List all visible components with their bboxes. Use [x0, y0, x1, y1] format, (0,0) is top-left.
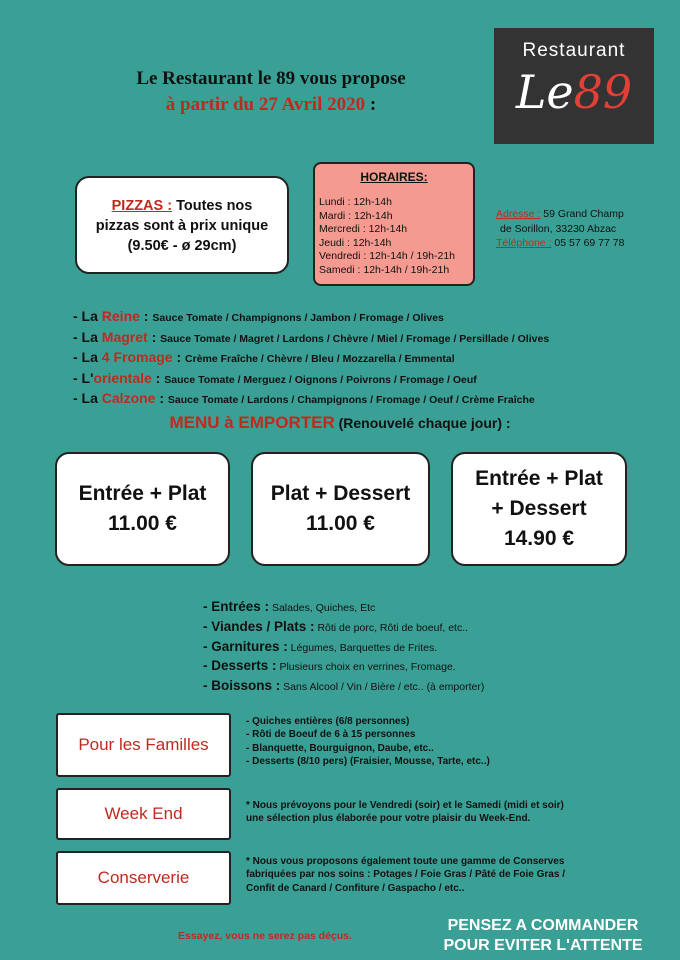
pizza-desc: Sauce Tomate / Magret / Lardons / Chèvre / Miel / Fromage / Persillade / Olives: [160, 332, 550, 345]
families-label: Pour les Familles: [78, 735, 209, 754]
pizza-item-reine: [73, 307, 673, 328]
footer-tagline: Essayez, vous ne serez pas déçus.: [178, 930, 352, 942]
conserverie-label: Conserverie: [97, 868, 190, 887]
category-boissons: [203, 677, 663, 697]
families-item: - Rôti de Boeuf de 6 à 15 personnes: [246, 729, 416, 741]
pizza-name: Calzone: [101, 390, 156, 407]
address-line2: de Sorillon, 33230 Abzac: [500, 222, 617, 235]
families-box: [56, 713, 231, 777]
hours-row: Vendredi : 12h-14h / 19h-21h: [319, 250, 456, 263]
pizza-name: Magret: [101, 328, 148, 345]
conserverie-line: fabriquées par nos soins : Potages / Foie Gras / Pâté de Foie Gras /: [246, 869, 565, 881]
pizza-item-calzone: [73, 389, 673, 410]
headline: [95, 66, 447, 118]
pizza-name: 4 Fromage: [101, 349, 173, 366]
hours-row: Jeudi : 12h-14h: [319, 236, 392, 249]
pizza-box-text3: (9.50€ - ø 29cm): [127, 238, 237, 254]
order-reminder: [420, 916, 666, 956]
pizza-list: [73, 307, 673, 410]
opening-hours: [313, 162, 475, 286]
pizza-desc: Sauce Tomate / Lardons / Champignons / Fromage / Oeuf / Crème Fraîche: [167, 394, 535, 407]
pizza-box-line1: [77, 196, 287, 216]
hours-title: HORAIRES:: [360, 170, 428, 184]
hours-row: Samedi : 12h-14h / 19h-21h: [319, 263, 450, 276]
pizza-desc: Sauce Tomate / Champignons / Jambon / Fromage / Olives: [152, 312, 444, 324]
conserverie-box: [56, 851, 231, 905]
pizza-sep: :: [151, 369, 165, 386]
order-reminder-line1: PENSEZ A COMMANDER: [447, 917, 639, 934]
logo-word: Restaurant: [522, 40, 626, 61]
pizza-prefix: - La: [73, 328, 102, 345]
headline-line1: Le Restaurant le 89 vous propose: [136, 68, 406, 89]
pizza-prefix: - La: [73, 308, 102, 324]
menu-heading-main: MENU à EMPORTER: [169, 413, 335, 432]
menu-option-entree-plat: [55, 452, 230, 566]
category-desserts: [203, 657, 663, 677]
menu-option-price: 14.90 €: [503, 527, 575, 550]
pizza-sep: :: [172, 349, 186, 366]
weekend-label: Week End: [104, 804, 183, 823]
order-reminder-line2: POUR EVITER L'ATTENTE: [443, 937, 643, 954]
category-desc: Sans Alcool / Vin / Bière / etc.. (à emporter): [280, 681, 485, 694]
category-entrees: [203, 598, 663, 618]
hours-row: Mercredi : 12h-14h: [319, 223, 408, 236]
families-item: - Blanquette, Bourguignon, Daube, etc..: [246, 742, 434, 754]
logo-name: [494, 66, 654, 118]
logo-number: 89: [573, 65, 633, 119]
weekend-line: une sélection plus élaborée pour votre plaisir du Week-End.: [246, 813, 531, 825]
category-desc: Salades, Quiches, Etc: [269, 602, 376, 614]
category-desc: Légumes, Barquettes de Frites.: [287, 641, 438, 654]
category-name: - Garnitures :: [203, 638, 288, 654]
category-viandes: [203, 618, 663, 638]
category-name: - Boissons :: [203, 678, 281, 694]
pizza-name: orientale: [93, 369, 152, 386]
pizza-item-orientale: [73, 369, 673, 390]
address-value1: 59 Grand Champ: [540, 208, 624, 220]
families-item: - Desserts (8/10 pers) (Fraisier, Mousse, Tarte, etc..): [246, 756, 490, 768]
headline-date: à partir du 27 Avril 2020: [165, 94, 366, 115]
pizza-sep: :: [147, 328, 161, 345]
headline-line2: [95, 92, 447, 118]
category-desc: Rôti de porc, Rôti de boeuf, etc..: [314, 621, 469, 634]
phone-value: 05 57 69 77 78: [551, 237, 625, 249]
families-item: - Quiches entières (6/8 personnes): [246, 716, 410, 727]
pizza-box-text2: pizzas sont à prix unique: [95, 218, 269, 234]
pizza-item-4-fromage: [73, 348, 673, 369]
menu-option-price: 11.00 €: [306, 512, 375, 535]
menu-categories: [203, 598, 663, 697]
pizza-desc: Sauce Tomate / Merguez / Oignons / Poivrons / Fromage / Oeuf: [164, 373, 477, 386]
pizza-name: Reine: [101, 308, 140, 324]
category-desc: Plusieurs choix en verrines, Fromage.: [276, 661, 456, 674]
category-garnitures: [203, 638, 663, 658]
category-name: - Viandes / Plats :: [203, 618, 315, 634]
pizza-item-magret: [73, 328, 673, 349]
hours-row: Mardi : 12h-14h: [319, 209, 393, 222]
menu-heading: [0, 413, 680, 433]
headline-date-suffix: :: [365, 94, 377, 115]
conserverie-line: Confit de Canard / Confiture / Gaspacho / etc..: [246, 882, 465, 894]
pizza-box-text1: Toutes nos: [176, 198, 253, 214]
pizza-prefix: - La: [73, 349, 102, 366]
category-name: - Entrées :: [203, 599, 270, 614]
restaurant-logo: [494, 28, 654, 144]
pizza-box-label: PIZZAS :: [111, 198, 173, 214]
category-name: - Desserts :: [203, 658, 277, 674]
weekend-line: * Nous prévoyons pour le Vendredi (soir) et le Samedi (midi et soir): [246, 800, 564, 811]
phone-line: [496, 236, 674, 251]
menu-option-line1: Entrée + Plat: [475, 467, 603, 490]
address-line1: [496, 207, 674, 222]
pizza-price-box: [75, 176, 289, 274]
pizza-sep: :: [139, 308, 153, 324]
weekend-details: [246, 799, 646, 826]
menu-option-entree-plat-dessert: [451, 452, 627, 566]
pizza-prefix: - La: [73, 390, 102, 407]
pizza-desc: Crème Fraîche / Chèvre / Bleu / Mozzarella / Emmental: [185, 353, 455, 366]
menu-option-plat-dessert: [251, 452, 430, 566]
menu-heading-sub: (Renouvelé chaque jour) :: [334, 415, 511, 431]
weekend-box: [56, 788, 231, 840]
conserverie-details: [246, 855, 646, 895]
pizza-sep: :: [155, 390, 168, 407]
families-details: [246, 715, 646, 769]
menu-option-line2: + Dessert: [491, 497, 587, 520]
menu-option-line1: Entrée + Plat: [78, 482, 207, 505]
hours-row: Lundi : 12h-14h: [319, 196, 392, 208]
contact-info: [496, 207, 674, 251]
phone-label: Téléphone :: [496, 237, 552, 249]
menu-option-price: 11.00 €: [108, 512, 177, 535]
address-label: Adresse :: [496, 208, 541, 220]
menu-option-line1: Plat + Dessert: [270, 482, 411, 505]
conserverie-line: * Nous vous proposons également toute une gamme de Conserves: [246, 856, 565, 867]
pizza-prefix: - L': [73, 369, 94, 386]
logo-le: Le: [515, 65, 574, 119]
